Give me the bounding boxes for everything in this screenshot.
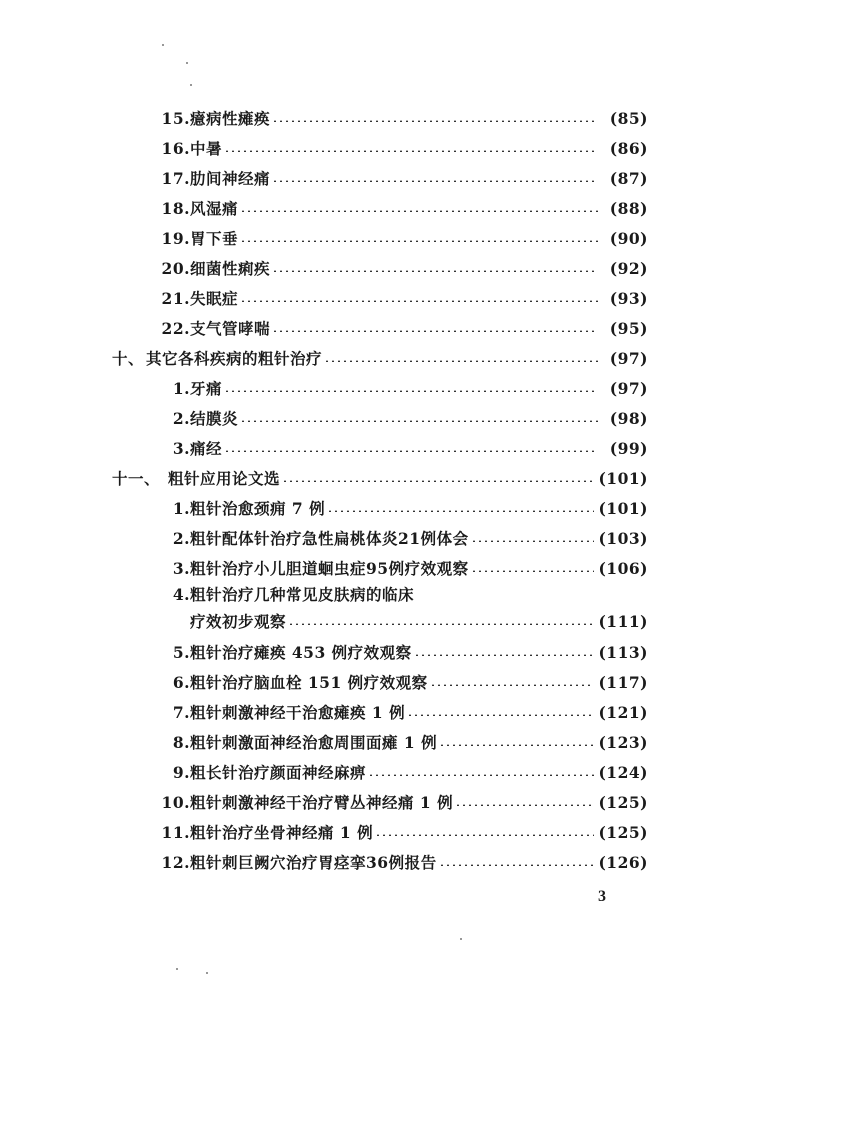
dot-leader (272, 180, 598, 182)
dot-leader (327, 510, 594, 512)
entry-number: 19. (161, 228, 190, 248)
dot-leader (272, 330, 598, 332)
toc-entry (142, 556, 648, 580)
entry-number: 20. (161, 258, 190, 278)
toc-entry (142, 850, 648, 874)
scan-speck (186, 62, 188, 64)
toc-section-heading (112, 466, 648, 490)
entry-title: 痛经 (190, 439, 223, 458)
dot-leader (471, 540, 595, 542)
entry-number: 12. (161, 852, 190, 872)
entry-title: 肋间神经痛 (190, 169, 271, 188)
toc-entry (142, 582, 648, 606)
entry-number: 3. (172, 438, 190, 458)
entry-page: (124) (598, 762, 648, 782)
entry-page: (98) (609, 408, 648, 428)
toc-entry (142, 226, 648, 250)
dot-leader (282, 480, 594, 482)
entry-title: 胃下垂 (190, 229, 239, 248)
entry-page: (97) (609, 378, 648, 398)
toc-entry (142, 700, 648, 724)
entry-title: 牙痛 (190, 379, 223, 398)
entry-number: 22. (161, 318, 190, 338)
entry-number: 3. (172, 558, 190, 578)
dot-leader (272, 270, 598, 272)
entry-page: (111) (598, 611, 648, 631)
dot-leader (430, 684, 595, 686)
entry-title: 粗针治疗小儿胆道蛔虫症95例疗效观察 (190, 559, 469, 578)
entry-title: 粗长针治疗颜面神经麻痹 (190, 763, 367, 782)
toc-entry (142, 256, 648, 280)
entry-number: 17. (161, 168, 190, 188)
entry-number: 6. (172, 672, 190, 692)
toc-entry (142, 286, 648, 310)
dot-leader (439, 744, 594, 746)
toc-entry (142, 166, 648, 190)
entry-page: (123) (598, 732, 648, 752)
toc-entry (142, 670, 648, 694)
toc-entry (142, 760, 648, 784)
entry-title: 粗针刺激神经干治愈瘫痪 1 例 (190, 703, 406, 722)
toc-entry (142, 820, 648, 844)
dot-leader (407, 714, 594, 716)
toc-entry (142, 640, 648, 664)
entry-title: 粗针刺巨阙穴治疗胃痉挛36例报告 (190, 853, 437, 872)
entry-title: 粗针配体针治疗急性扁桃体炎21例体会 (190, 529, 469, 548)
toc-entry-continuation (190, 609, 648, 633)
entry-title: 失眠症 (190, 289, 239, 308)
dot-leader (375, 834, 594, 836)
entry-title: 中暑 (190, 139, 223, 158)
dot-leader (240, 420, 598, 422)
toc-section-heading (112, 346, 648, 370)
entry-title: 粗针治愈颈痈 7 例 (190, 499, 326, 518)
dot-leader (439, 864, 595, 866)
entry-page: (97) (609, 348, 648, 368)
entry-page: (92) (609, 258, 648, 278)
section-title: 其它各科疾病的粗针治疗 (146, 349, 323, 368)
entry-number: 1. (172, 378, 190, 398)
entry-page: (88) (609, 198, 648, 218)
entry-page: (101) (598, 468, 648, 488)
entry-number: 9. (172, 762, 190, 782)
toc-entry (142, 196, 648, 220)
entry-number: 16. (161, 138, 190, 158)
entry-page: (106) (598, 558, 648, 578)
entry-number: 18. (161, 198, 190, 218)
entry-title: 癔病性瘫痪 (190, 109, 271, 128)
toc-entry (142, 436, 648, 460)
dot-leader (324, 360, 598, 362)
scan-speck (176, 968, 178, 970)
toc-entry (142, 526, 648, 550)
entry-title: 支气管哮喘 (190, 319, 271, 338)
entry-page: (113) (598, 642, 648, 662)
dot-leader (288, 623, 594, 625)
entry-title: 细菌性痢疾 (190, 259, 271, 278)
dot-leader (240, 210, 598, 212)
section-number: 十一、 (112, 469, 161, 488)
entry-title-continuation: 疗效初步观察 (190, 612, 287, 631)
entry-page: (95) (609, 318, 648, 338)
dot-leader (224, 150, 598, 152)
entry-title: 粗针治疗几种常见皮肤病的临床 (190, 585, 415, 604)
toc-entry (142, 136, 648, 160)
section-number: 十、 (112, 349, 145, 368)
entry-number: 2. (172, 408, 190, 428)
toc-entry (142, 406, 648, 430)
dot-leader (368, 774, 594, 776)
toc-entry (142, 730, 648, 754)
entry-title: 结膜炎 (190, 409, 239, 428)
entry-page: (126) (598, 852, 648, 872)
entry-title: 粗针刺激神经干治疗臂丛神经痛 1 例 (190, 793, 454, 812)
dot-leader (471, 570, 595, 572)
entry-page: (90) (609, 228, 648, 248)
entry-page: (93) (609, 288, 648, 308)
dot-leader (272, 120, 598, 122)
scan-speck (460, 938, 462, 940)
toc-entry (142, 316, 648, 340)
scan-speck (162, 44, 164, 46)
toc-entry (142, 106, 648, 130)
entry-page: (99) (609, 438, 648, 458)
entry-page: (117) (598, 672, 648, 692)
entry-number: 21. (161, 288, 190, 308)
entry-number: 2. (172, 528, 190, 548)
entry-page: (121) (598, 702, 648, 722)
entry-page: (125) (598, 792, 648, 812)
entry-number: 11. (161, 822, 190, 842)
entry-number: 1. (172, 498, 190, 518)
entry-title: 粗针治疗脑血栓 151 例疗效观察 (190, 673, 428, 692)
toc-entry (142, 376, 648, 400)
section-title: 粗针应用论文选 (168, 469, 281, 488)
dot-leader (240, 240, 598, 242)
scan-speck (206, 972, 208, 974)
entry-title: 风湿痛 (190, 199, 239, 218)
toc-entry (142, 790, 648, 814)
entry-page: (86) (609, 138, 648, 158)
dot-leader (414, 654, 595, 656)
entry-number: 10. (161, 792, 190, 812)
dot-leader (455, 804, 594, 806)
page-number: 3 (598, 888, 606, 905)
entry-number: 8. (172, 732, 190, 752)
entry-title: 粗针治疗瘫痪 453 例疗效观察 (190, 643, 412, 662)
entry-number: 4. (172, 584, 190, 604)
entry-title: 粗针刺激面神经治愈周围面瘫 1 例 (190, 733, 438, 752)
dot-leader (224, 450, 598, 452)
entry-number: 15. (161, 108, 190, 128)
scan-speck (190, 84, 192, 86)
entry-number: 7. (172, 702, 190, 722)
entry-title: 粗针治疗坐骨神经痛 1 例 (190, 823, 374, 842)
entry-page: (85) (609, 108, 648, 128)
dot-leader (224, 390, 598, 392)
dot-leader (240, 300, 598, 302)
entry-number: 5. (172, 642, 190, 662)
entry-page: (87) (609, 168, 648, 188)
entry-page: (101) (598, 498, 648, 518)
toc-entry (142, 496, 648, 520)
entry-page: (103) (598, 528, 648, 548)
entry-page: (125) (598, 822, 648, 842)
